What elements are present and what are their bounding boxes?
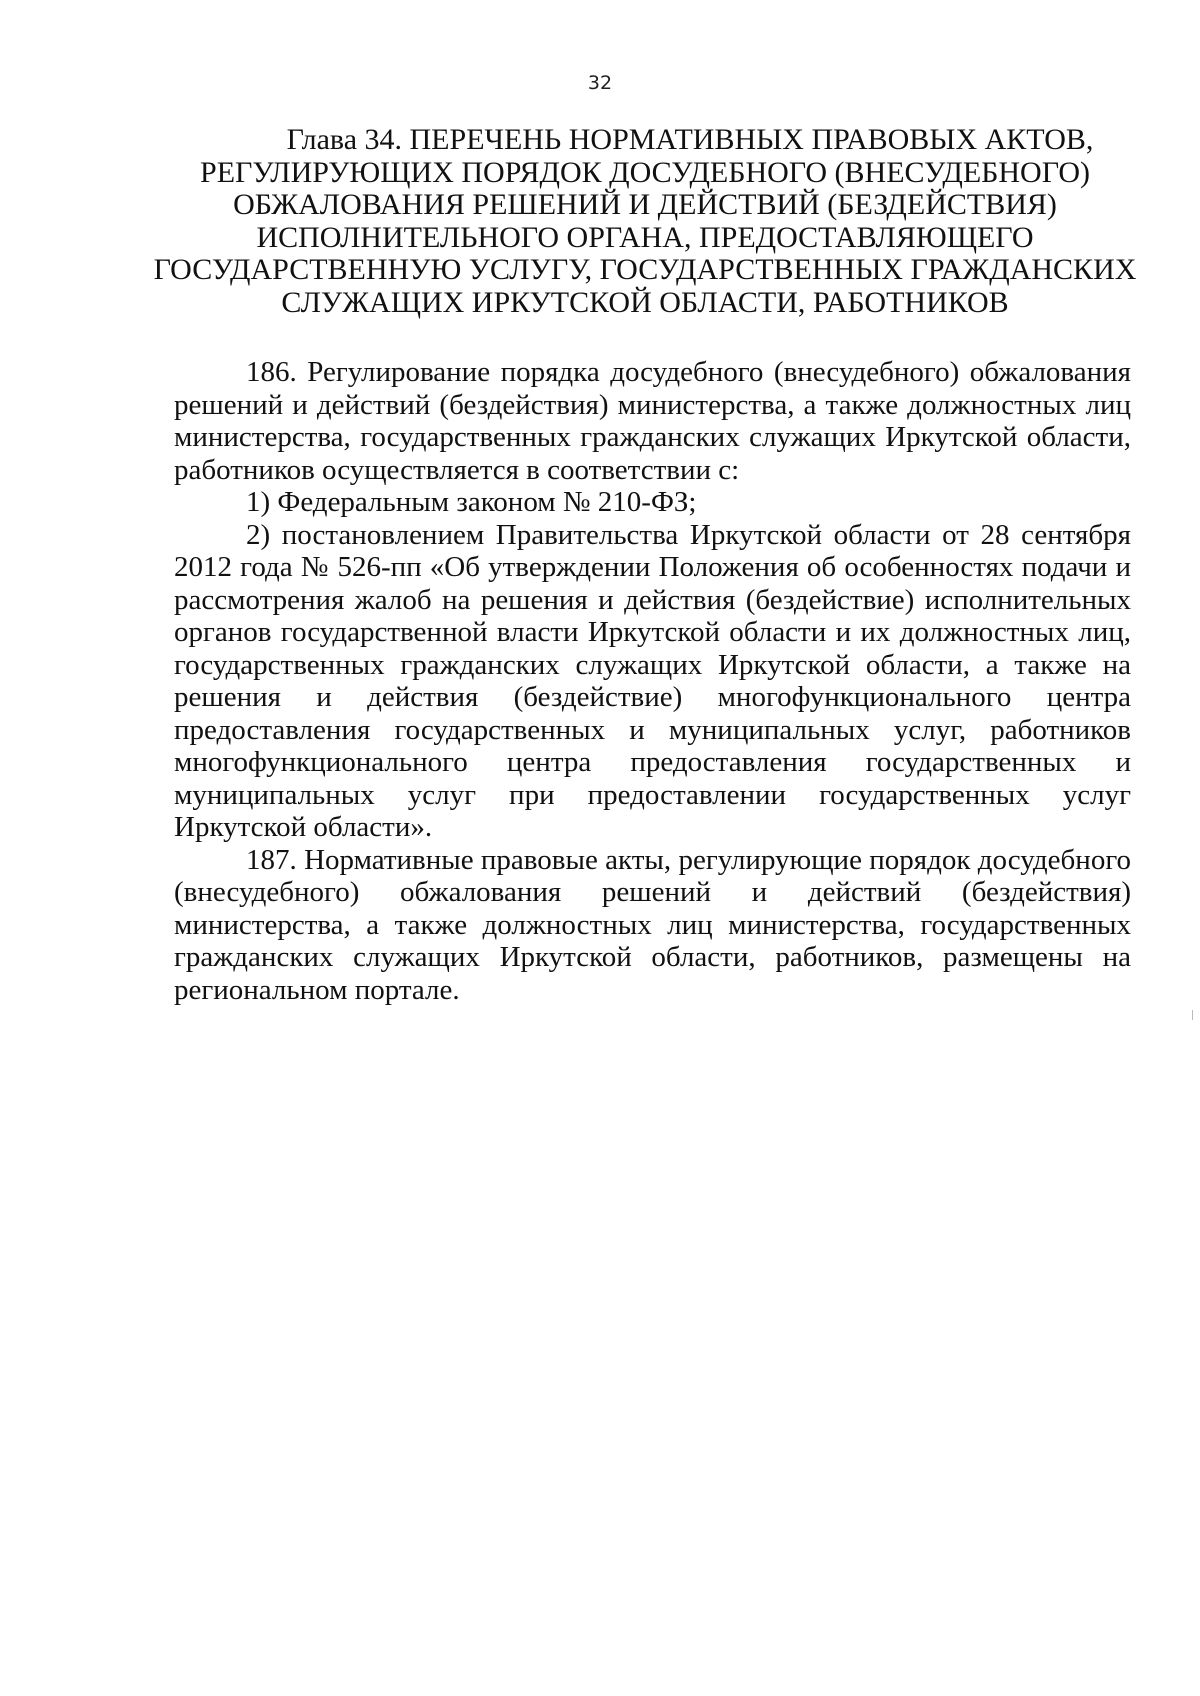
page-number: 32 <box>587 72 613 94</box>
heading-line: СЛУЖАЩИХ ИРКУТСКОЙ ОБЛАСТИ, РАБОТНИКОВ <box>281 285 1009 319</box>
scan-margin-mark <box>1192 1010 1193 1020</box>
list-item-1: 1) Федеральным законом № 210-ФЗ; <box>246 486 697 518</box>
heading-line: ОБЖАЛОВАНИЯ РЕШЕНИЙ И ДЕЙСТВИЙ (БЕЗДЕЙСТВИЯ) <box>233 188 1057 221</box>
list-item-2: 2) постановлением Правительства Иркутской области от 28 сентября 2012 года № 526-пп «Об утверждении Положения об особенностях подачи и рассмотрения жалоб на решения и действия (бездействие) исполнительных органов государственной власти Иркутской области и их должностных лиц, государственных гражданских служащих Иркутской области, а также на решения и действия (бездействие) многофункционального центра предоставления государственных и муниципальных услуг, работников многофункционального центра предоставления государственных и муниципальных услуг при предоставлении государственных услуг Иркутской области». <box>174 518 1131 843</box>
heading-line: РЕГУЛИРУЮЩИХ ПОРЯДОК ДОСУДЕБНОГО (ВНЕСУДЕБНОГО) <box>200 155 1090 189</box>
chapter-heading <box>150 124 1140 319</box>
heading-line: ГОСУДАРСТВЕННУЮ УСЛУГУ, ГОСУДАРСТВЕННЫХ ГРАЖДАНСКИХ <box>153 253 1137 286</box>
paragraph-187: 187. Нормативные правовые акты, регулирующие порядок досудебного (внесудебного) обжалования решений и действий (бездействия) министерства, а также должностных лиц министерства, государственных гражданских служащих Иркутской области, работников, размещены на региональном портале. <box>174 843 1131 1006</box>
heading-line: ИСПОЛНИТЕЛЬНОГО ОРГАНА, ПРЕДОСТАВЛЯЮЩЕГО <box>256 220 1034 254</box>
heading-line: Глава 34. ПЕРЕЧЕНЬ НОРМАТИВНЫХ ПРАВОВЫХ АКТОВ, <box>286 123 1094 156</box>
document-body <box>174 356 1131 1006</box>
paragraph-186: 186. Регулирование порядка досудебного (внесудебного) обжалования решений и действий (бездействия) министерства, а также должностных лиц министерства, государственных гражданских служащих Иркутской области, работников осуществляется в соответствии с: <box>174 356 1131 486</box>
